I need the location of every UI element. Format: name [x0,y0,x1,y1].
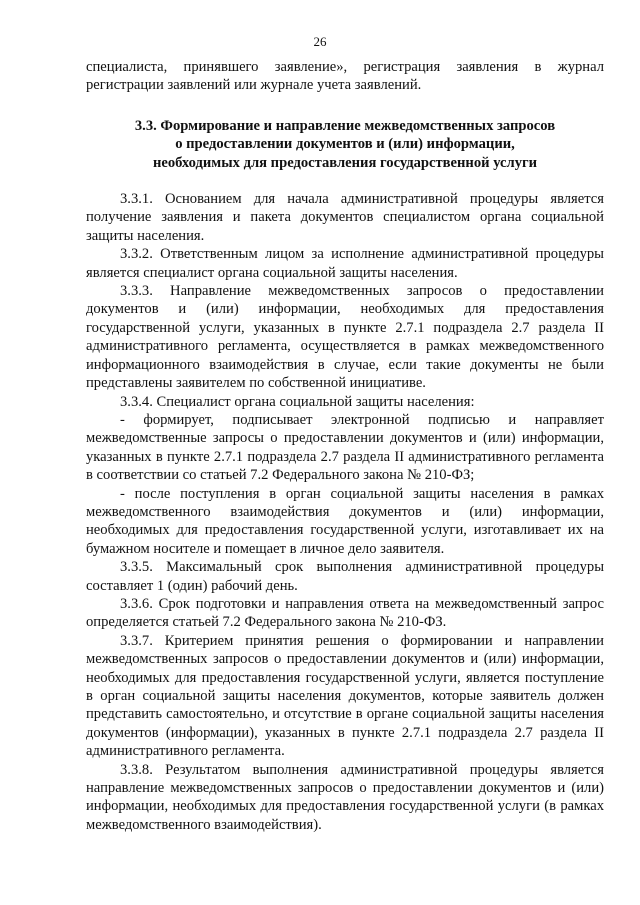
document-body [86,58,604,834]
paragraph-3-3-3: 3.3.3. Направление межведомственных запросов о предоставлении документов и (или) информации, необходимых для предоставления государственной услуги, указанных в пункте 2.7.1 подраздела 2.7 раздела II административного регламента, осуществляется в рамках межведомственного информационного взаимодействия в случае, если такие документы не были представлены заявителем по собственной инициативе. [86,283,604,392]
section-heading [86,117,604,172]
paragraph-3-3-4: 3.3.4. Специалист органа социальной защиты населения: [120,393,475,410]
page-number: 26 [313,34,327,49]
section-heading-line-1: 3.3. Формирование и направление межведомственных запросов [134,117,556,134]
paragraph-3-3-2: 3.3.2. Ответственным лицом за исполнение административной процедуры является специалист органа социальной защиты населения. [86,246,604,281]
section-heading-line-2: о предоставлении документов и (или) информации, [175,136,515,153]
paragraph-3-3-4-item-1: - формирует, подписывает электронной подписью и направляет межведомственные запросы о предоставлении документов и (или) информации, указанных в пункте 2.7.1 подраздела 2.7 раздела II административного регламента в соответствии со статьей 7.2 Федерального закона № 210-ФЗ; [86,411,604,484]
paragraph-3-3-1: 3.3.1. Основанием для начала административной процедуры является получение заявления и пакета документов специалистом органа социальной защиты населения. [86,191,604,244]
paragraph-3-3-5: 3.3.5. Максимальный срок выполнения административной процедуры составляет 1 (один) рабочий день. [86,559,604,594]
paragraph-3-3-6: 3.3.6. Срок подготовки и направления ответа на межведомственный запрос определяется статьей 7.2 Федерального закона № 210-ФЗ. [86,595,604,631]
paragraph-3-3-8: 3.3.8. Результатом выполнения административной процедуры является направление межведомственных запросов о предоставлении документов и (или) информации, необходимых для предоставления государственной услуги (в рамках межведомственного взаимодействия). [86,761,604,833]
paragraph-3-3-7: 3.3.7. Критерием принятия решения о формировании и направлении межведомственных запросов о предоставлении документов и (или) информации, необходимых для предоставления государственной услуги, является поступление в орган социальной защиты населения документов, которые заявитель должен представить самостоятельно, и отсутствие в органе социальной защиты населения документов (информации), указанных в пункте 2.7.1 подраздела 2.7 раздела II административного регламента. [86,632,604,760]
paragraph-3-3-4-item-2: - после поступления в орган социальной защиты населения в рамках межведомственного взаимодействия документов и (или) информации, необходимых для предоставления государственной услуги, изготавливает их на бумажном носителе и помещает в личное дело заявителя. [86,485,604,557]
intro-paragraph: специалиста, принявшего заявление», регистрация заявления в журнал регистрации заявлений или журнале учета заявлений. [86,59,604,94]
section-heading-line-3: необходимых для предоставления государственной услуги [152,154,538,171]
